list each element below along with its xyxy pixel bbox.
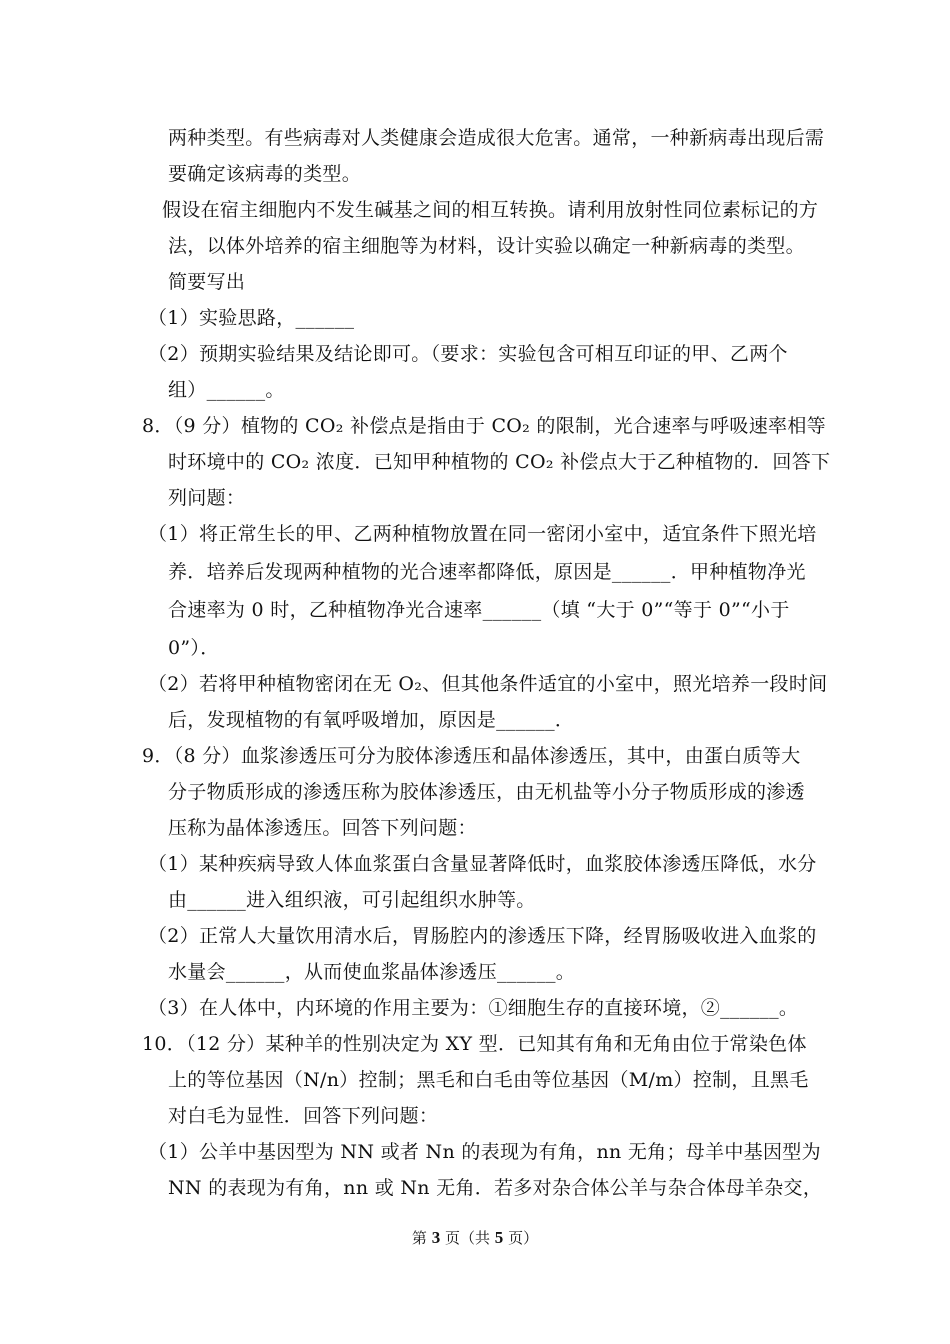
text-line: 后，发现植物的有氧呼吸增加，原因是______． [168,709,575,731]
question-10-line: 10．（12 分）某种羊的性别决定为 XY 型．已知其有角和无角由位于常染色体 [142,1033,807,1055]
text-line: NN 的表现为有角，nn 或 Nn 无角．若多对杂合体公羊与杂合体母羊杂交， [168,1177,823,1199]
text-line: 0”）． [168,637,220,659]
sub-question-line: （3）在人体中，内环境的作用主要为：①细胞生存的直接环境，②______。 [148,997,799,1019]
sub-question-line: （2）正常人大量饮用清水后，胃肠腔内的渗透压下降，经胃肠吸收进入血浆的 [148,925,817,947]
sub-question-line: （2）预期实验结果及结论即可。（要求：实验包含可相互印证的甲、乙两个 [148,343,788,365]
text-line: 两种类型。有些病毒对人类健康会造成很大危害。通常，一种新病毒出现后需 [168,127,825,149]
text-line: 压称为晶体渗透压。回答下列问题： [168,817,477,839]
sub-question-line: （1）实验思路，______ [148,307,355,329]
text-line: 分子物质形成的渗透压称为胶体渗透压，由无机盐等小分子物质形成的渗透 [168,781,805,803]
sub-question-line: （1）公羊中基因型为 NN 或者 Nn 的表现为有角，nn 无角；母羊中基因型为 [148,1141,821,1163]
text-line: 组）______。 [168,379,285,401]
sub-question-line: （1）某种疾病导致人体血浆蛋白含量显著降低时，血浆胶体渗透压降低，水分 [148,853,817,875]
text-line: 列问题： [168,487,246,509]
footer-suffix: 页） [508,1229,539,1247]
text-line: 要确定该病毒的类型。 [168,163,362,185]
question-9-line: 9．（8 分）血浆渗透压可分为胶体渗透压和晶体渗透压，其中，由蛋白质等大 [142,745,801,767]
page-footer [0,1228,950,1248]
total-page-number: 5 [494,1228,504,1247]
text-line: 对白毛为显性．回答下列问题： [168,1105,439,1127]
text-line: 合速率为 0 时，乙种植物净光合速率______（填 “大于 0”“等于 0”“小于 [168,599,790,621]
text-line: 由______进入组织液，可引起组织水肿等。 [168,889,536,911]
text-line: 时环境中的 CO₂ 浓度．已知甲种植物的 CO₂ 补偿点大于乙种植物的．回答下 [168,451,831,473]
text-line: 水量会______，从而使血浆晶体渗透压______。 [168,961,576,983]
text-line: 上的等位基因（N/n）控制；黑毛和白毛由等位基因（M/m）控制，且黑毛 [168,1069,809,1091]
sub-question-line: （1）将正常生长的甲、乙两种植物放置在同一密闭小室中，适宜条件下照光培 [148,523,817,545]
current-page-number: 3 [431,1228,441,1247]
footer-middle: 页（共 [444,1229,490,1247]
text-line: 简要写出 [168,271,246,293]
text-line: 法，以体外培养的宿主细胞等为材料，设计实验以确定一种新病毒的类型。 [168,235,805,257]
text-line: 养．培养后发现两种植物的光合速率都降低，原因是______．甲种植物净光 [168,561,806,583]
sub-question-line: （2）若将甲种植物密闭在无 O₂、但其他条件适宜的小室中，照光培养一段时间 [148,673,828,695]
footer-prefix: 第 [411,1229,427,1247]
question-8-line: 8．（9 分）植物的 CO₂ 补偿点是指由于 CO₂ 的限制，光合速率与呼吸速率相等 [142,415,826,437]
text-line: 假设在宿主细胞内不发生碱基之间的相互转换。请利用放射性同位素标记的方 [162,199,819,221]
